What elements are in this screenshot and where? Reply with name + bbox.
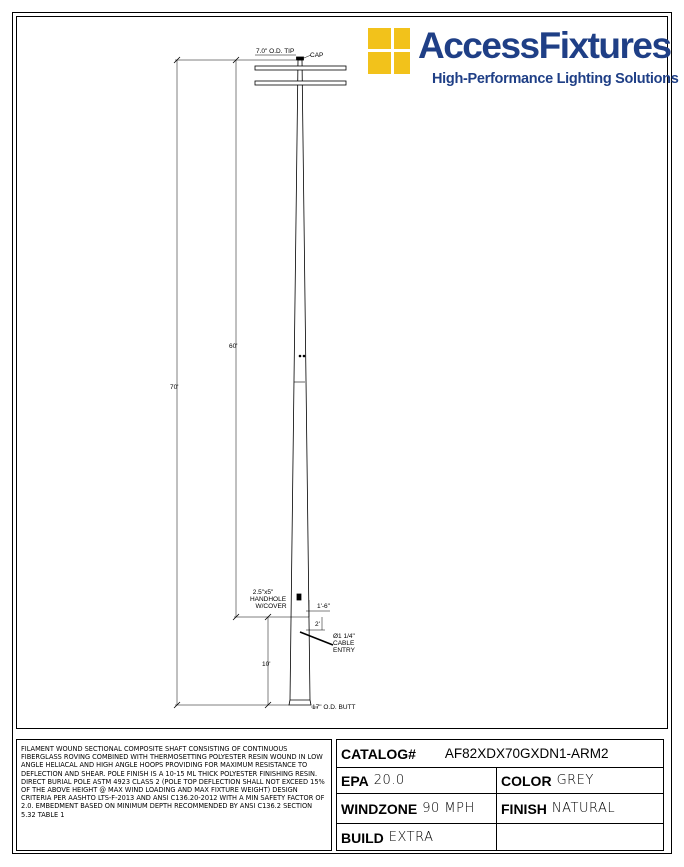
handhole-size-label: 2.5"x5" [252,589,274,596]
finish-value: NATURAL [551,801,616,816]
cap-label: CAP [310,52,324,59]
finish-label: FINISH [501,800,547,817]
cable-entry-label: CABLE [333,640,355,647]
epa-value: 20.0 [373,773,405,788]
cable-entry-size-label: Ø1 1/4" [333,633,355,640]
build-row [337,824,663,851]
epa-color-row [337,768,663,794]
pole-notes: FILAMENT WOUND SECTIONAL COMPOSITE SHAFT CONSISTING OF CONTINUOUS FIBERGLASS ROVING COMBINED WITH THERMOSETTING POLYESTER RESIN WOUND IN LOW ANGLE HELIACAL AND HIGH ANGLE HOOPS PROVIDING FOR MAXIMUM RESISTANCE TO DEFLECTION AND SHEAR. POLE FINISH IS A 10-15 ML THICK POLYESTER FINISHING RESIN. DIRECT BURIAL POLE ASTM 4923 CLASS 2 (POLE TOP DEFLECTION SHALL NOT EXCEED 15% OF THE ABOVE HEIGHT @ MAX WIND LOADING AND MAX FIXTURE WEIGHT) DESIGN CRITERIA PER AASHTO LTS-F-2013 AND ANSI C136.20-2012 WITH A MIN SAFETY FACTOR OF 2.0. EMBEDMENT BASED ON MINIMUM DEPTH RECOMMENDED BY ANSI C136.2 SECTION 5.32 TABLE 1 [16,739,332,851]
build-label: BUILD [341,829,384,846]
embed-depth-label: 10' [262,661,271,668]
handhole-offset-label: 1'-6" [317,603,330,610]
catalog-label: CATALOG# [341,745,416,762]
cable-entry-label-2: ENTRY [333,647,355,654]
brand-tagline: High-Performance Lighting Solutions [432,71,679,87]
butt-od-label: 17" O.D. BUTT [312,704,356,711]
catalog-value: AF82XDX70GXDN1-ARM2 [444,746,609,761]
cable-offset-label: 2' [315,621,320,628]
pole-shaft [290,60,310,700]
windzone-value: 90 MPH [422,801,475,816]
pole-butt [289,700,311,705]
overall-height-label: 70' [170,384,179,391]
spec-table [336,739,664,851]
color-value: GREY [556,773,594,788]
windzone-finish-row [337,794,663,824]
cross-arm-upper [255,66,346,70]
epa-label: EPA [341,772,369,789]
empty-cell [497,824,665,851]
windzone-label: WINDZONE [341,800,418,817]
cross-arm-lower [255,81,346,85]
upper-height-label: 60' [229,343,238,350]
build-value: EXTRA [388,830,434,845]
handhole-cover-label: W/COVER [255,603,287,610]
top-od-label: 7.0" O.D. TIP [256,48,295,55]
brand-name: AccessFixtures [418,25,671,66]
handhole-label: HANDHOLE [249,596,287,603]
catalog-row [337,740,663,768]
pole-cap [297,57,304,60]
color-label: COLOR [501,772,552,789]
handhole-mark [297,594,301,600]
window-icon [368,28,410,74]
